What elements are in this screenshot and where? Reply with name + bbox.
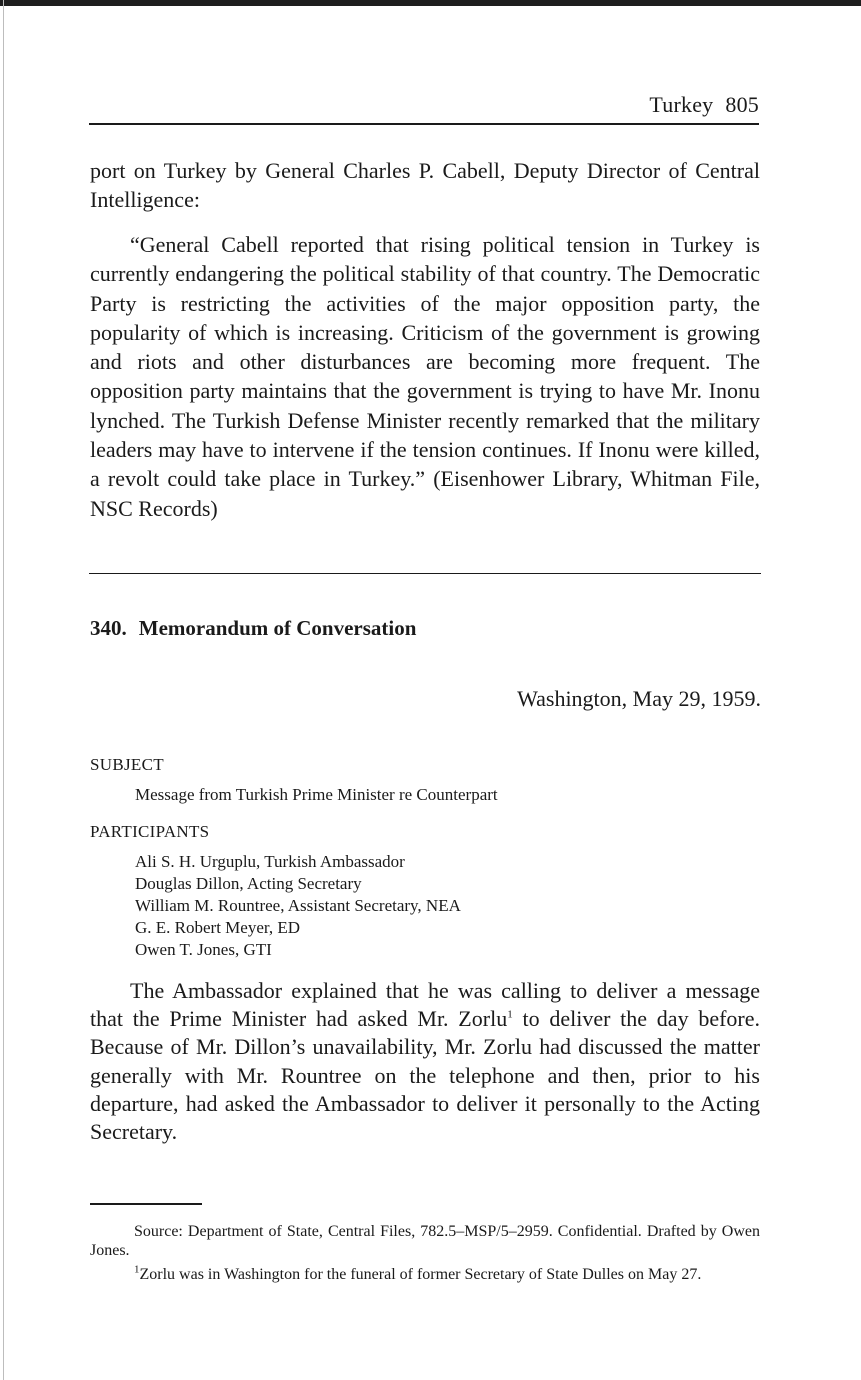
footnote-marker: 1 xyxy=(134,1263,140,1276)
participants-label: PARTICIPANTS xyxy=(90,822,210,841)
body-paragraph xyxy=(90,977,760,1146)
participant-item: Ali S. H. Urguplu, Turkish Ambassador xyxy=(135,852,405,871)
running-head-title: Turkey xyxy=(649,92,714,117)
participant-item: Owen T. Jones, GTI xyxy=(135,940,272,959)
running-head xyxy=(649,92,759,118)
footnote-rule xyxy=(90,1203,202,1205)
page-left-edge xyxy=(3,0,4,1380)
source-note: Source: Department of State, Central Files, 782.5–MSP/5–2959. Confidential. Drafted by Owen Jones. xyxy=(90,1223,760,1259)
header-rule xyxy=(89,123,759,125)
participant-item: G. E. Robert Meyer, ED xyxy=(135,918,301,937)
page-top-edge xyxy=(0,0,861,6)
footnote-reference: 1 xyxy=(507,1008,513,1021)
subject-label: SUBJECT xyxy=(90,755,164,774)
body-text-part2: to deliver the day before. Because of Mr. Dillon’s unavailability, Mr. Zorlu had discussed the matter generally with Mr. Rountree on the telephone and then, prior to his departure, had asked the Ambassador to deliver it personally to the Acting Secretary. xyxy=(90,1006,761,1145)
document-title: Memorandum of Conversation xyxy=(138,616,417,640)
continued-paragraph: port on Turkey by General Charles P. Cabell, Deputy Director of Central Intelligence: xyxy=(90,158,760,212)
dateline: Washington, May 29, 1959. xyxy=(517,686,761,711)
page-number: 805 xyxy=(725,92,759,117)
body-text-part1: The Ambassador explained that he was calling to deliver a message that the Prime Minister had asked Mr. Zorlu xyxy=(90,978,760,1032)
footnote-1 xyxy=(90,1265,760,1284)
footnote-1-text: Zorlu was in Washington for the funeral of former Secretary of State Dulles on May 27. xyxy=(139,1266,702,1283)
participant-item: William M. Rountree, Assistant Secretary, NEA xyxy=(135,896,461,915)
participant-item: Douglas Dillon, Acting Secretary xyxy=(135,874,362,893)
document-number: 340. xyxy=(90,616,127,640)
participant-list xyxy=(135,851,461,961)
section-divider xyxy=(89,573,761,574)
document-heading xyxy=(90,616,416,641)
subject-text: Message from Turkish Prime Minister re Counterpart xyxy=(135,785,498,804)
quoted-paragraph: “General Cabell reported that rising political tension in Turkey is currently endangering the political stability of that country. The Democratic Party is restricting the activities of the major opposition party, the popularity of which is increasing. Criticism of the government is growing and riots and other disturbances are becoming more frequent. The opposition party maintains that the government is trying to have Mr. Inonu lynched. The Turkish Defense Minister recently remarked that the military leaders may have to intervene if the tension continues. If Inonu were killed, a revolt could take place in Turkey.” (Eisenhower Library, Whitman File, NSC Records) xyxy=(90,232,760,521)
